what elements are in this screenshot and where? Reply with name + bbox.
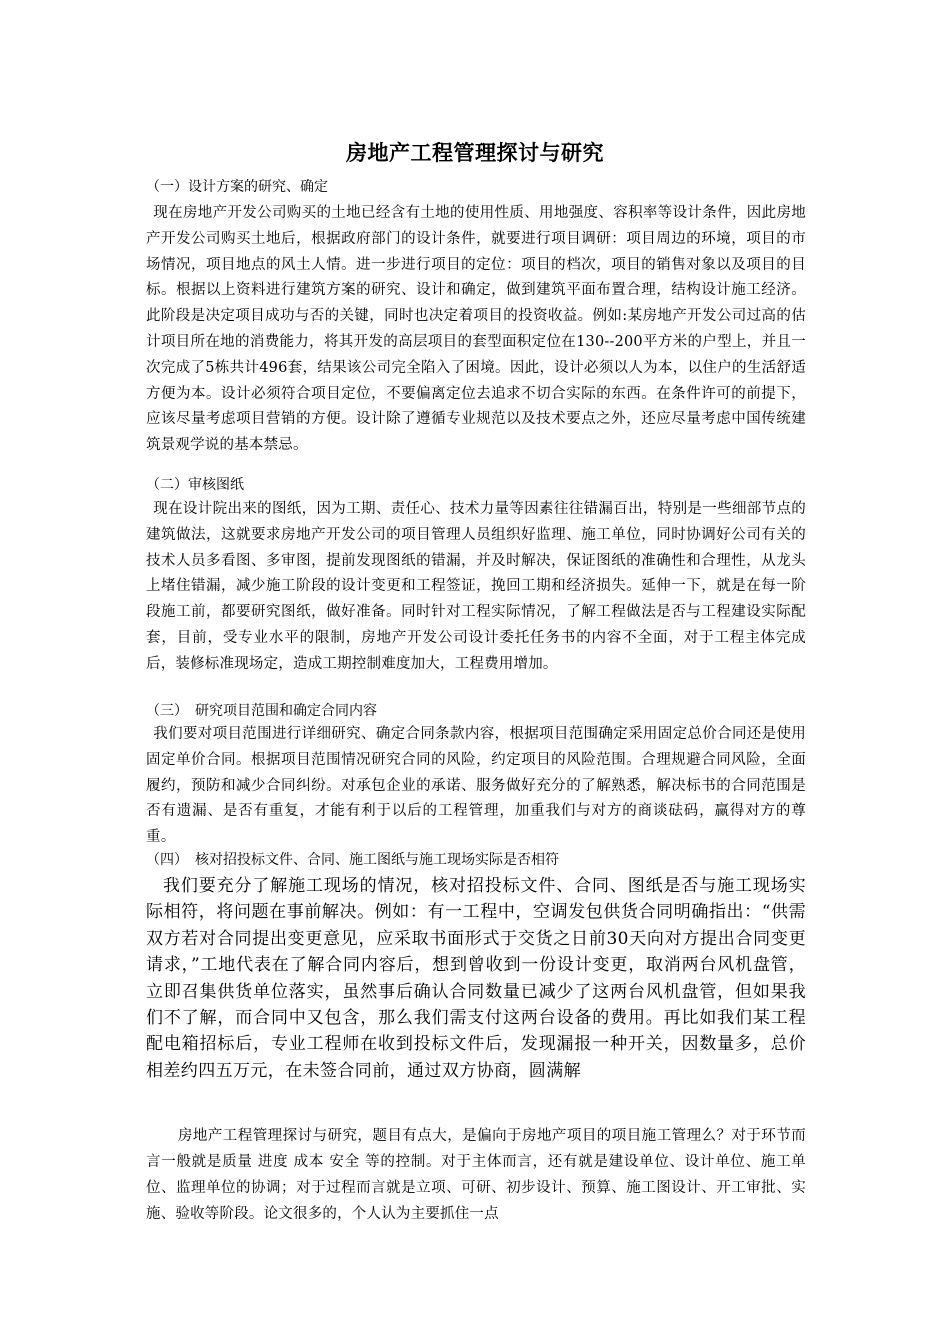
section-heading-1: （一）设计方案的研究、确定	[146, 179, 328, 195]
section-body-1: 现在房地产开发公司购买的土地已经含有土地的使用性质、用地强度、容积率等设计条件，因此房地产开发公司购买土地后，根据政府部门的设计条件，就要进行项目调研：项目周边的环境，项目的市场情况，项目地点的风土人情。进一步进行项目的定位：项目的档次，项目的销售对象以及项目的目标。根据以上资料进行建筑方案的研究、设计和确定，做到建筑平面布置合理，结构设计施工经济。此阶段是决定项目成功与否的关键，同时也决定着项目的投资收益。例如:某房地产开发公司过高的估计项目所在地的消费能力，将其开发的高层项目的套型面积定位在130--200平方米的户型上，并且一次完成了5栋共计496套，结果该公司完全陷入了困境。因此，设计必须以人为本，以住户的生活舒适方便为本。设计必须符合项目定位，不要偏离定位去追求不切合实际的东西。在条件许可的前提下，应该尽量考虑项目营销的方便。设计除了遵循专业规范以及技术要点之外，还应尽量考虑中国传统建筑景观学说的基本禁忌。	[146, 205, 806, 454]
section-body-4: 我们要充分了解施工现场的情况，核对招投标文件、合同、图纸是否与施工现场实际相符，将问题在事前解决。例如：有一工程中，空调发包供货合同明确指出：“供需双方若对合同提出变更意见，应采取书面形式于交货之日前30天向对方提出合同变更请求，”工地代表在了解合同内容后，想到曾收到一份设计变更，取消两台风机盘管，立即召集供货单位落实，虽然事后确认合同数量已减少了这两台风机盘管，但如果我们不了解，而合同中又包含，那么我们需支付这两台设备的费用。再比如我们某工程配电箱招标后，专业工程师在收到投标文件后，发现漏报一种开关，因数量多，总价相差约四五万元，在未签合同前，通过双方协商，圆满解	[146, 876, 806, 1081]
closing-paragraph: 房地产工程管理探讨与研究，题目有点大，是偏向于房地产项目的项目施工管理么？对于环节而言一般就是质量 进度 成本 安全 等的控制。对于主体而言，还有就是建设单位、设计单位、施工单位、监理单位的协调；对于过程而言就是立项、可研、初步设计、预算、施工图设计、开工审批、实施、验收等阶段。论文很多的，个人认为主要抓住一点	[146, 1128, 806, 1222]
section-body-3: 我们要对项目范围进行详细研究、确定合同条款内容，根据项目范围确定采用固定总价合同还是使用固定单价合同。根据项目范围情况研究合同的风险，约定项目的风险范围。合理规避合同风险，全面履约，预防和减少合同纠纷。对承包企业的承诺、服务做好充分的了解熟悉，解决标书的合同范围是否有遗漏、是否有重复，才能有利于以后的工程管理，加重我们与对方的商谈砝码，赢得对方的尊重。	[146, 726, 806, 846]
document-title: 房地产工程管理探讨与研究	[346, 140, 604, 165]
section-heading-4: （四） 核对招投标文件、合同、施工图纸与施工现场实际是否相符	[146, 852, 559, 868]
section-heading-2: （二）审核图纸	[146, 477, 244, 493]
section-body-2: 现在设计院出来的图纸，因为工期、责任心、技术力量等因素往往错漏百出，特别是一些细部节点的建筑做法，这就要求房地产开发公司的项目管理人员组织好监理、施工单位，同时协调好公司有关的技术人员多看图、多审图，提前发现图纸的错漏，并及时解决，保证图纸的准确性和合理性，从龙头上堵住错漏，减少施工阶段的设计变更和工程签证，挽回工期和经济损失。延伸一下，就是在每一阶段施工前，都要研究图纸，做好准备。同时针对工程实际情况，了解工程做法是否与工程建设实际配套，目前，受专业水平的限制，房地产开发公司设计委托任务书的内容不全面，对于工程主体完成后，装修标准现场定，造成工期控制难度加大，工程费用增加。	[146, 501, 806, 672]
section-heading-3: （三） 研究项目范围和确定合同内容	[146, 703, 377, 719]
